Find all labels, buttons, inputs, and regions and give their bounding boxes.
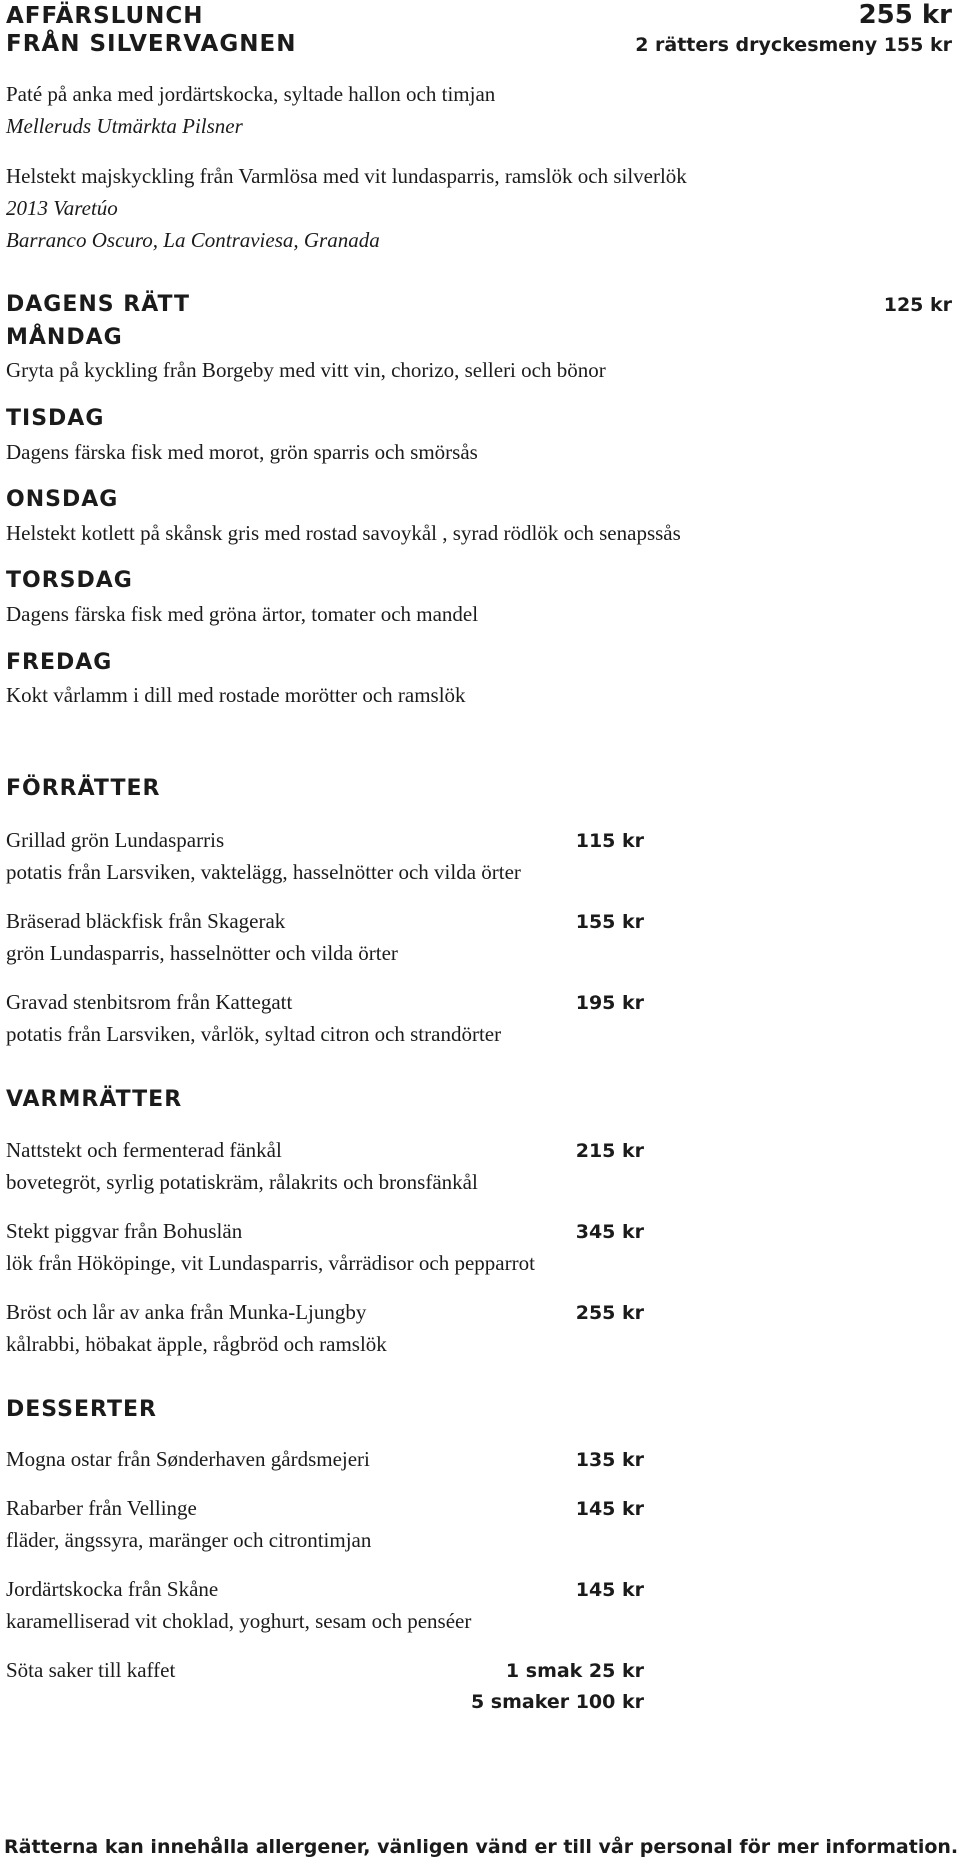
dessert-2-desc: fläder, ängssyra, maränger och citrontimjan: [6, 1528, 372, 1552]
allergen-notice: Rätterna kan innehålla allergener, vänligen vänd er till vår personal för mer information.: [4, 1836, 959, 1858]
main-2-price: 345 kr: [575, 1221, 644, 1243]
desserter-title: DESSERTER: [6, 1397, 157, 1422]
lunch-drink-2b: Barranco Oscuro, La Contraviesa, Granada: [6, 228, 380, 252]
affarslunch-title-1: AFFÄRSLUNCH: [6, 3, 204, 29]
varmratter-title: VARMRÄTTER: [6, 1087, 183, 1112]
dessert-2-price: 145 kr: [575, 1498, 644, 1520]
dessert-4-price: 1 smak 25 kr: [505, 1660, 644, 1682]
starter-2-desc: grön Lundasparris, hasselnötter och vilda örter: [6, 941, 398, 965]
starter-2-name: Bräserad bläckfisk från Skagerak: [6, 909, 286, 933]
lunch-dish-2: Helstekt majskyckling från Varmlösa med vit lundasparris, ramslök och silverlök: [6, 164, 687, 188]
main-1-price: 215 kr: [575, 1140, 644, 1162]
main-3-name: Bröst och lår av anka från Munka-Ljungby: [6, 1300, 367, 1324]
main-2-name: Stekt piggvar från Bohuslän: [6, 1219, 243, 1243]
dessert-1-name: Mogna ostar från Sønderhaven gårdsmejeri: [6, 1447, 370, 1471]
affarslunch-title-2: FRÅN SILVERVAGNEN: [6, 31, 297, 57]
affarslunch-price: 255 kr: [858, 0, 952, 30]
starter-1-desc: potatis från Larsviken, vaktelägg, hasselnötter och vilda örter: [6, 860, 521, 884]
day-monday: MÅNDAG: [6, 325, 123, 350]
dish-wednesday: Helstekt kotlett på skånsk gris med rostad savoykål , syrad rödlök och senapssås: [6, 521, 681, 545]
main-3-desc: kålrabbi, höbakat äpple, rågbröd och ramslök: [6, 1332, 387, 1356]
main-3-price: 255 kr: [575, 1302, 644, 1324]
dagens-price: 125 kr: [883, 294, 952, 316]
dessert-2-name: Rabarber från Vellinge: [6, 1496, 197, 1520]
lunch-drink-1: Melleruds Utmärkta Pilsner: [6, 114, 243, 138]
dessert-3-name: Jordärtskocka från Skåne: [6, 1577, 219, 1601]
dessert-4-name: Söta saker till kaffet: [6, 1658, 176, 1682]
starter-3-price: 195 kr: [575, 992, 644, 1014]
main-1-desc: bovetegröt, syrlig potatiskräm, rålakrits och bronsfänkål: [6, 1170, 478, 1194]
dagens-title: DAGENS RÄTT: [6, 292, 191, 317]
starter-3-desc: potatis från Larsviken, vårlök, syltad citron och strandörter: [6, 1022, 502, 1046]
main-1-name: Nattstekt och fermenterad fänkål: [6, 1138, 282, 1162]
day-friday: FREDAG: [6, 650, 113, 675]
day-thursday: TORSDAG: [6, 568, 133, 593]
dish-friday: Kokt vårlamm i dill med rostade morötter och ramslök: [6, 683, 466, 707]
starter-1-name: Grillad grön Lundasparris: [6, 828, 225, 852]
starter-2-price: 155 kr: [575, 911, 644, 933]
lunch-dish-1: Paté på anka med jordärtskocka, syltade hallon och timjan: [6, 82, 496, 106]
day-tuesday: TISDAG: [6, 406, 105, 431]
drink-menu-price: 2 rätters dryckesmeny 155 kr: [635, 34, 952, 56]
dish-thursday: Dagens färska fisk med gröna ärtor, tomater och mandel: [6, 602, 479, 626]
dessert-3-price: 145 kr: [575, 1579, 644, 1601]
forratter-title: FÖRRÄTTER: [6, 776, 161, 801]
day-wednesday: ONSDAG: [6, 487, 119, 512]
dessert-4-price-2: 5 smaker 100 kr: [470, 1691, 644, 1713]
starter-1-price: 115 kr: [575, 830, 644, 852]
lunch-drink-2: 2013 Varetúo: [6, 196, 118, 220]
dessert-1-price: 135 kr: [575, 1449, 644, 1471]
dish-tuesday: Dagens färska fisk med morot, grön sparris och smörsås: [6, 440, 478, 464]
main-2-desc: lök från Hököpinge, vit Lundasparris, vårrädisor och pepparrot: [6, 1251, 535, 1275]
starter-3-name: Gravad stenbitsrom från Kattegatt: [6, 990, 293, 1014]
dish-monday: Gryta på kyckling från Borgeby med vitt vin, chorizo, selleri och bönor: [6, 358, 606, 382]
dessert-3-desc: karamelliserad vit choklad, yoghurt, sesam och penséer: [6, 1609, 472, 1633]
